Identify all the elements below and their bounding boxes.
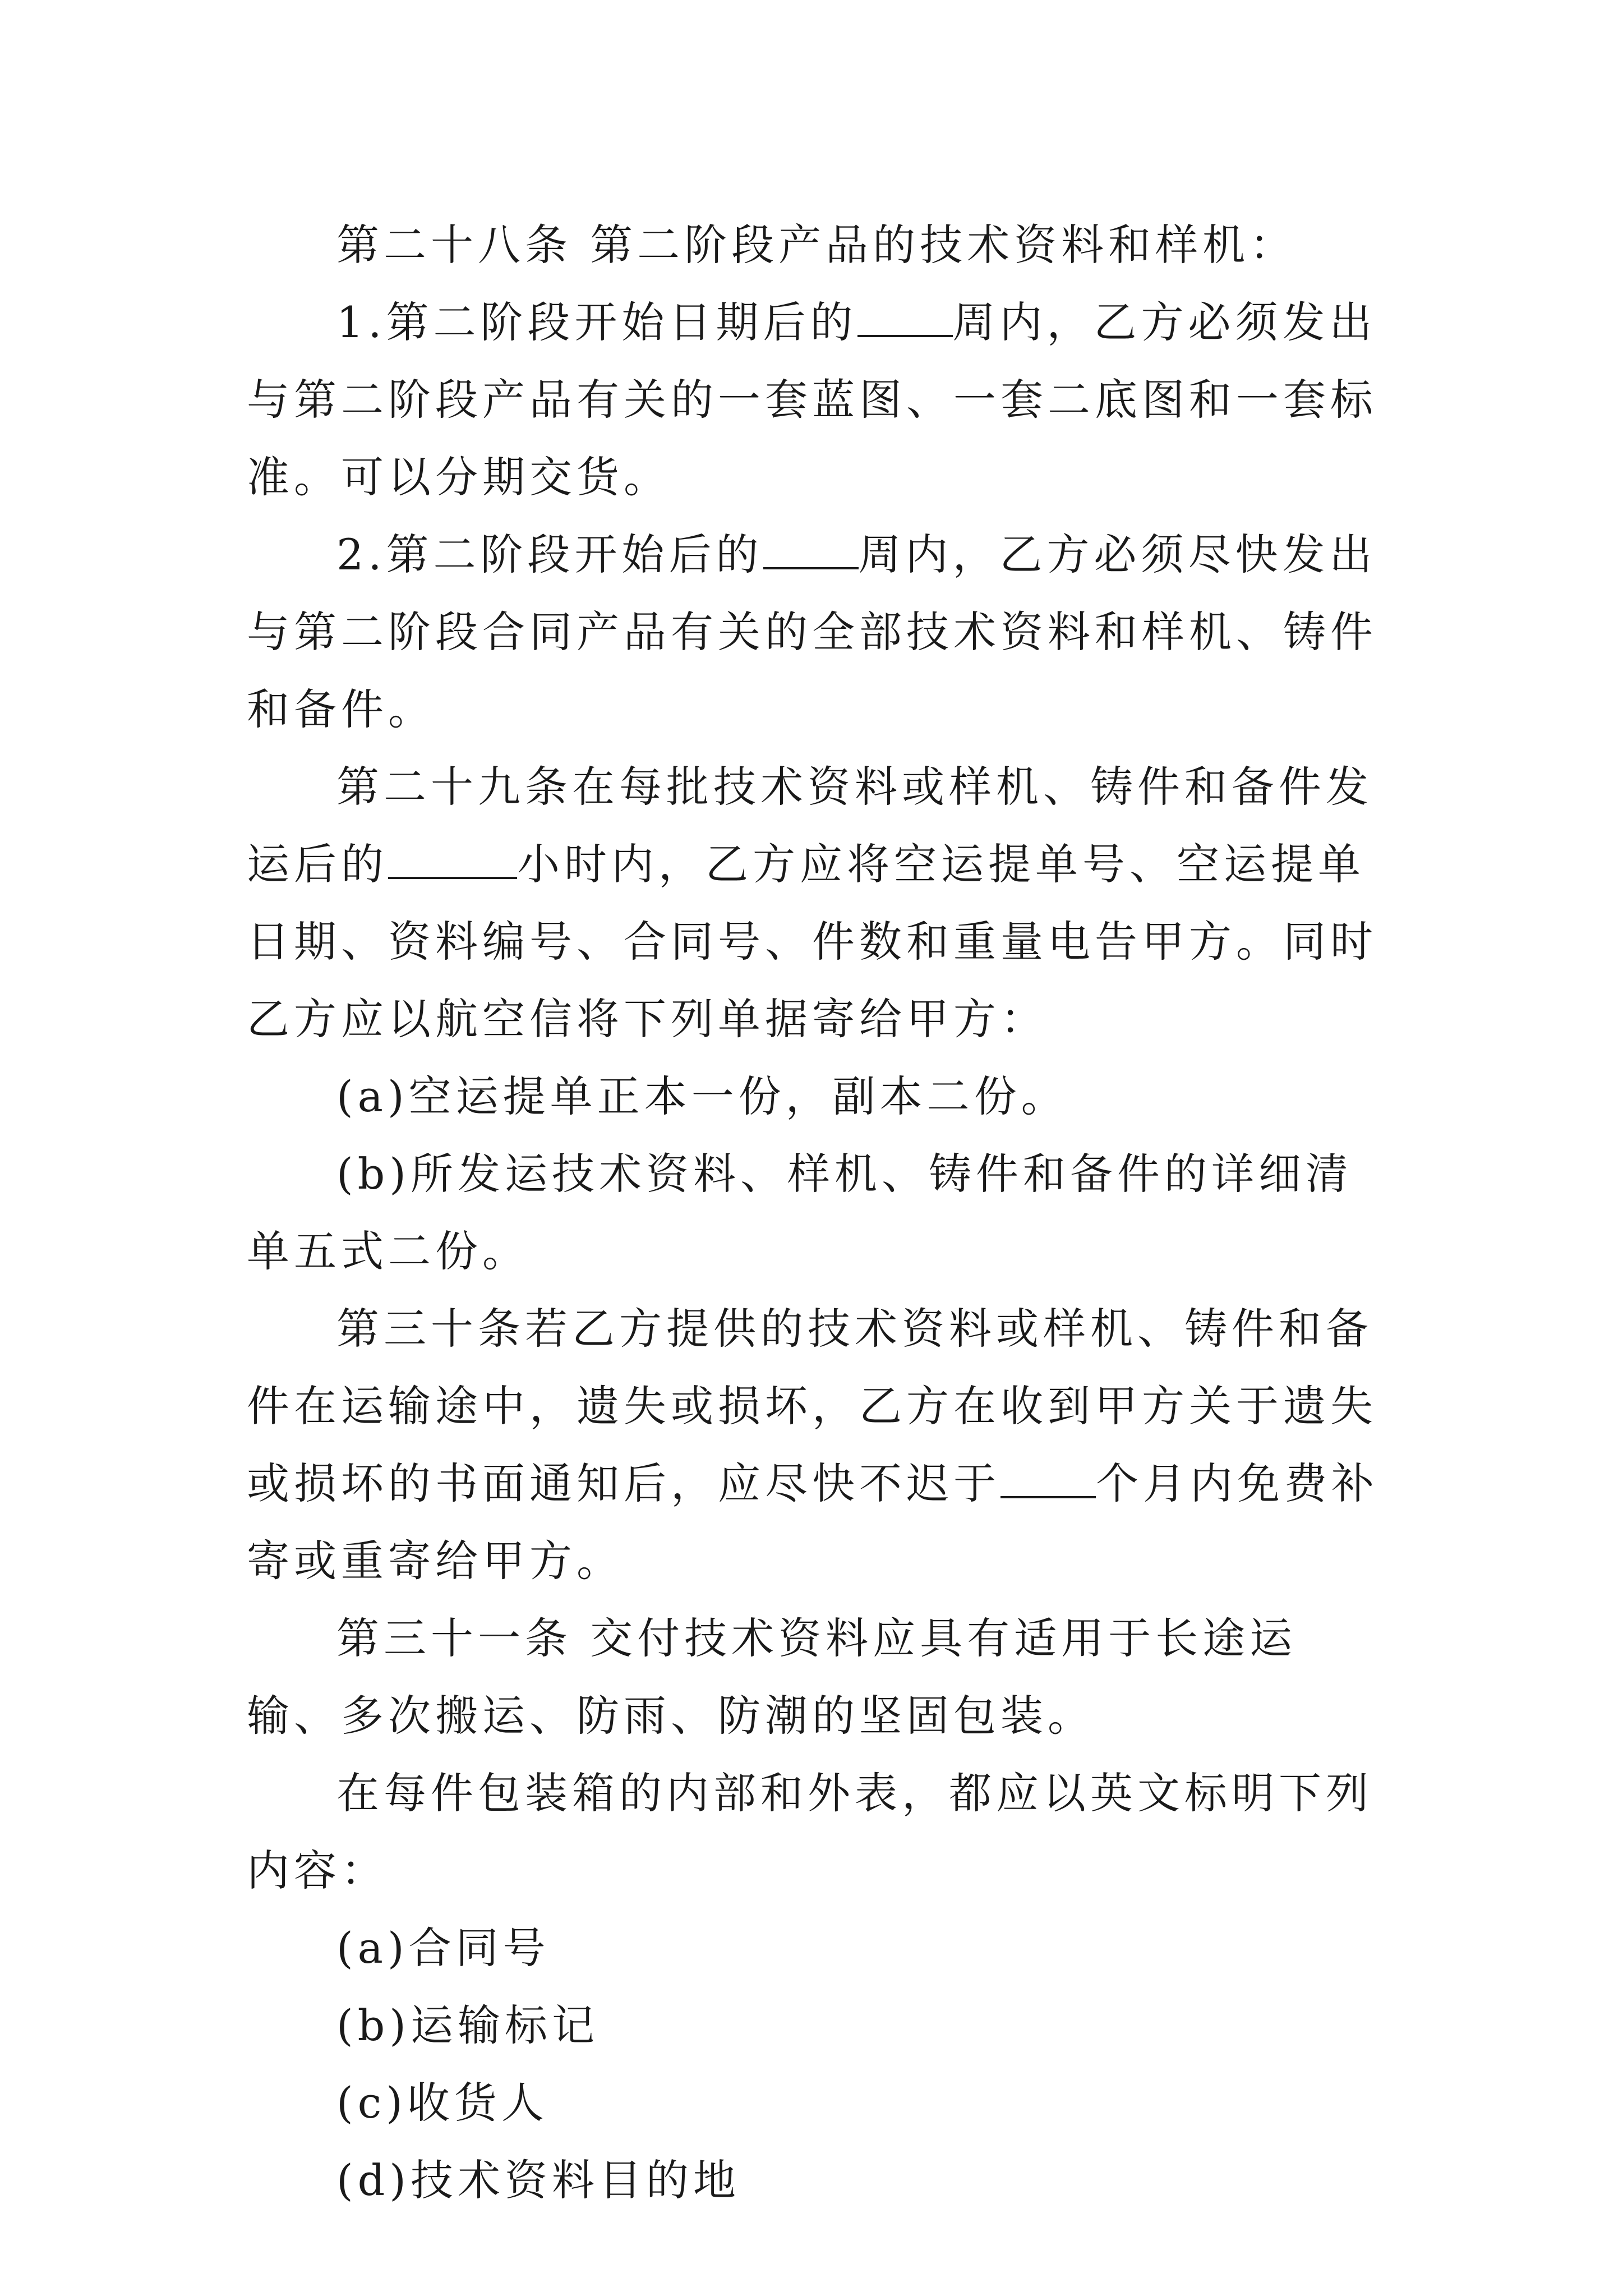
marking-item-c [247, 2064, 1385, 2142]
marking-item-c-text: (c)收货人 [336, 2078, 548, 2128]
packing-marking-intro-text: 在每件包装箱的内部和外表，都应以英文标明下列内容： [247, 1768, 1373, 1895]
article-29-text-start: 第二十九条在每批技术资料或样机、铸件和备件发运后的 [247, 762, 1373, 889]
article-29 [247, 748, 1385, 1058]
document-body [247, 206, 1385, 2219]
article-30 [247, 1290, 1385, 1600]
marking-item-d-text: (d)技术资料目的地 [336, 2155, 740, 2205]
article-29-item-a [247, 1058, 1385, 1135]
blank-weeks-2 [763, 531, 859, 569]
blank-hours [388, 841, 517, 879]
article-29-text-end: 小时内，乙方应将空运提单号、空运提单日期、资料编号、合同号、件数和重量电告甲方。同时乙方应以航空信将下列单据寄给甲方： [247, 839, 1377, 1044]
item-a-text: (a)空运提单正本一份，副本二份。 [336, 1071, 1068, 1121]
clause-1-text-end: 周内，乙方必须发出与第二阶段产品有关的一套蓝图、一套二底图和一套标准。可以分期交货。 [247, 297, 1377, 502]
marking-item-b [247, 1987, 1385, 2064]
clause-2-text-end: 周内，乙方必须尽快发出与第二阶段合同产品有关的全部技术资料和样机、铸件和备件。 [247, 530, 1377, 734]
blank-months [1000, 1460, 1096, 1498]
clause-1-text-start: 1.第二阶段开始日期后的 [336, 297, 857, 347]
article-30-text-end: 个月内免费补寄或重寄给甲方。 [247, 1458, 1378, 1586]
article-28-heading-text: 第二十八条 第二阶段产品的技术资料和样机： [336, 220, 1297, 270]
item-b-text: (b)所发运技术资料、样机、铸件和备件的详细清单五式二份。 [247, 1149, 1353, 1276]
article-29-item-b [247, 1135, 1385, 1290]
article-31-text: 第三十一条 交付技术资料应具有适用于长途运输、多次搬运、防雨、防潮的坚固包装。 [247, 1613, 1297, 1741]
blank-weeks-1 [857, 299, 953, 337]
clause-2-text-start: 2.第二阶段开始后的 [336, 530, 763, 579]
article-28-heading [247, 206, 1385, 284]
article-28-clause-2 [247, 516, 1385, 748]
marking-item-a [247, 1910, 1385, 1987]
packing-marking-intro [247, 1755, 1385, 1910]
article-28-clause-1 [247, 284, 1385, 516]
marking-item-a-text: (a)合同号 [336, 1923, 550, 1973]
marking-item-b-text: (b)运输标记 [336, 2000, 599, 2050]
marking-item-d [247, 2142, 1385, 2219]
article-30-text-start: 第三十条若乙方提供的技术资料或样机、铸件和备件在运输途中，遗失或损坏，乙方在收到甲方关于遗失或损坏的书面通知后，应尽快不迟于 [247, 1304, 1377, 1508]
article-31 [247, 1600, 1385, 1755]
